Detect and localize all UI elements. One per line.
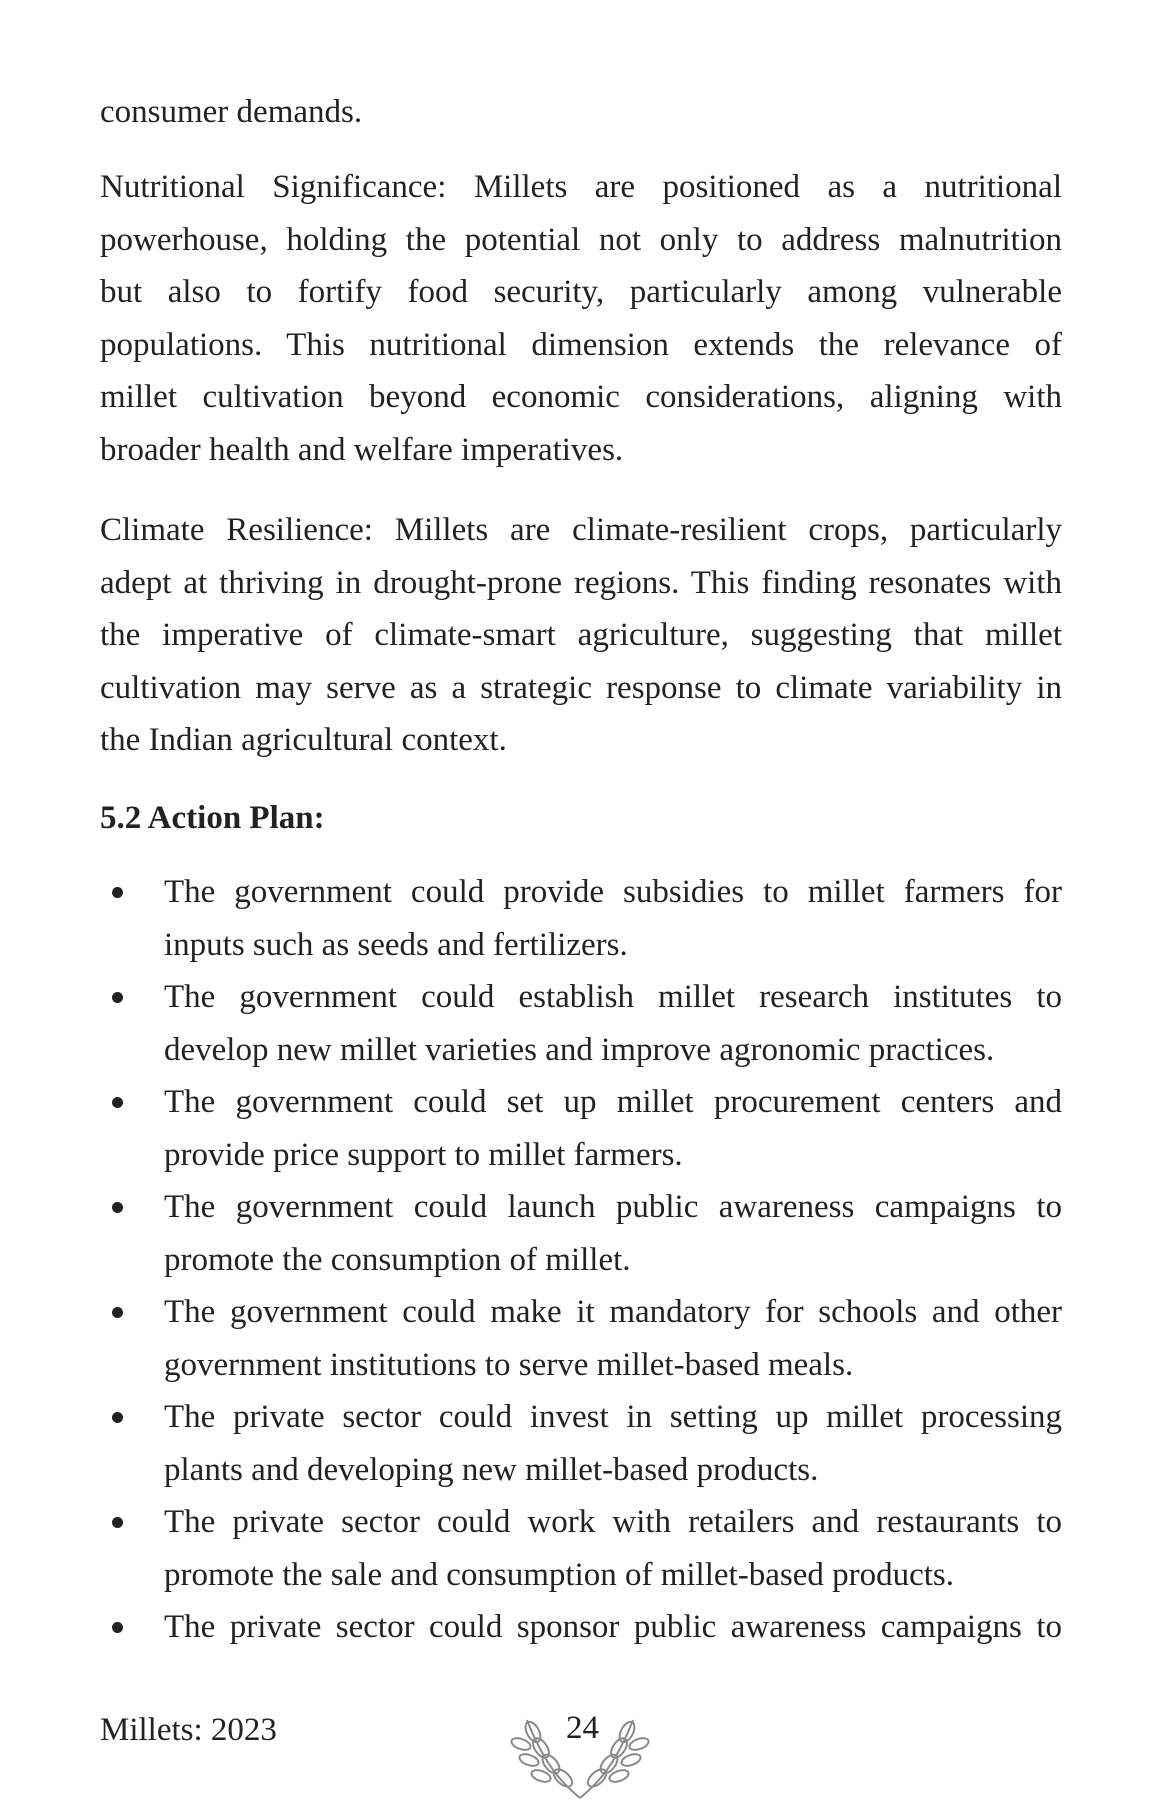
footer-book-title: Millets: 2023 xyxy=(100,1712,277,1748)
bullet-icon xyxy=(112,1517,123,1528)
text-line: plants and developing new millet-based products. xyxy=(164,1451,819,1488)
text-line: Climate Resilience: Millets are climate-resilient crops, particularly xyxy=(100,512,1062,548)
list-item xyxy=(100,866,1062,971)
text-line: The government could provide subsidies to millet farmers for xyxy=(164,874,1062,910)
text-line: government institutions to serve millet-based meals. xyxy=(164,1346,854,1383)
text-line: promote the sale and consumption of millet-based products. xyxy=(164,1556,954,1593)
text-line: develop new millet varieties and improve agronomic practices. xyxy=(164,1031,995,1068)
bullet-icon xyxy=(112,1412,123,1423)
text-line: millet cultivation beyond economic considerations, aligning with xyxy=(100,379,1062,415)
text-line: the imperative of climate-smart agriculture, suggesting that millet xyxy=(100,617,1062,653)
nutritional-significance-paragraph xyxy=(100,161,1062,476)
text-line: adept at thriving in drought-prone regions. This finding resonates with xyxy=(100,564,1062,601)
action-plan-list xyxy=(100,866,1062,1654)
list-item xyxy=(100,1181,1062,1286)
text-line: The private sector could sponsor public awareness campaigns to xyxy=(164,1609,1062,1645)
bullet-icon xyxy=(112,1307,123,1318)
text-line: but also to fortify food security, particularly among vulnerable xyxy=(100,274,1062,310)
bullet-icon xyxy=(112,1202,123,1213)
text-line: promote the consumption of millet. xyxy=(164,1241,631,1278)
climate-resilience-paragraph xyxy=(100,504,1062,767)
list-item xyxy=(100,971,1062,1076)
intro-paragraph-tail xyxy=(100,86,1062,139)
list-item xyxy=(100,1076,1062,1181)
text-line: consumer demands. xyxy=(100,94,363,130)
text-line: Nutritional Significance: Millets are positioned as a nutritional xyxy=(100,169,1062,205)
list-item xyxy=(100,1286,1062,1391)
bullet-icon xyxy=(112,1622,123,1633)
page-number: 24 xyxy=(566,1710,599,1746)
text-line: powerhouse, holding the potential not only to address malnutrition xyxy=(100,221,1062,258)
section-heading: 5.2 Action Plan: xyxy=(100,800,325,836)
list-item xyxy=(100,1391,1062,1496)
text-line: The government could establish millet research institutes to xyxy=(164,979,1062,1015)
text-line: The government could set up millet procurement centers and xyxy=(164,1084,1062,1120)
text-line: The government could make it mandatory for schools and other xyxy=(164,1294,1062,1330)
text-line: cultivation may serve as a strategic response to climate variability in xyxy=(100,669,1062,706)
text-line: provide price support to millet farmers. xyxy=(164,1136,683,1173)
text-line: broader health and welfare imperatives. xyxy=(100,431,624,468)
text-line: The government could launch public awareness campaigns to xyxy=(164,1189,1062,1225)
text-line: The private sector could work with retailers and restaurants to xyxy=(164,1504,1062,1540)
text-line: the Indian agricultural context. xyxy=(100,722,507,758)
list-item xyxy=(100,1601,1062,1654)
bullet-icon xyxy=(112,992,123,1003)
bullet-icon xyxy=(112,887,123,898)
bullet-icon xyxy=(112,1097,123,1108)
list-item xyxy=(100,1496,1062,1601)
text-line: inputs such as seeds and fertilizers. xyxy=(164,926,628,963)
text-line: populations. This nutritional dimension extends the relevance of xyxy=(100,326,1062,363)
text-line: The private sector could invest in setting up millet processing xyxy=(164,1399,1062,1435)
